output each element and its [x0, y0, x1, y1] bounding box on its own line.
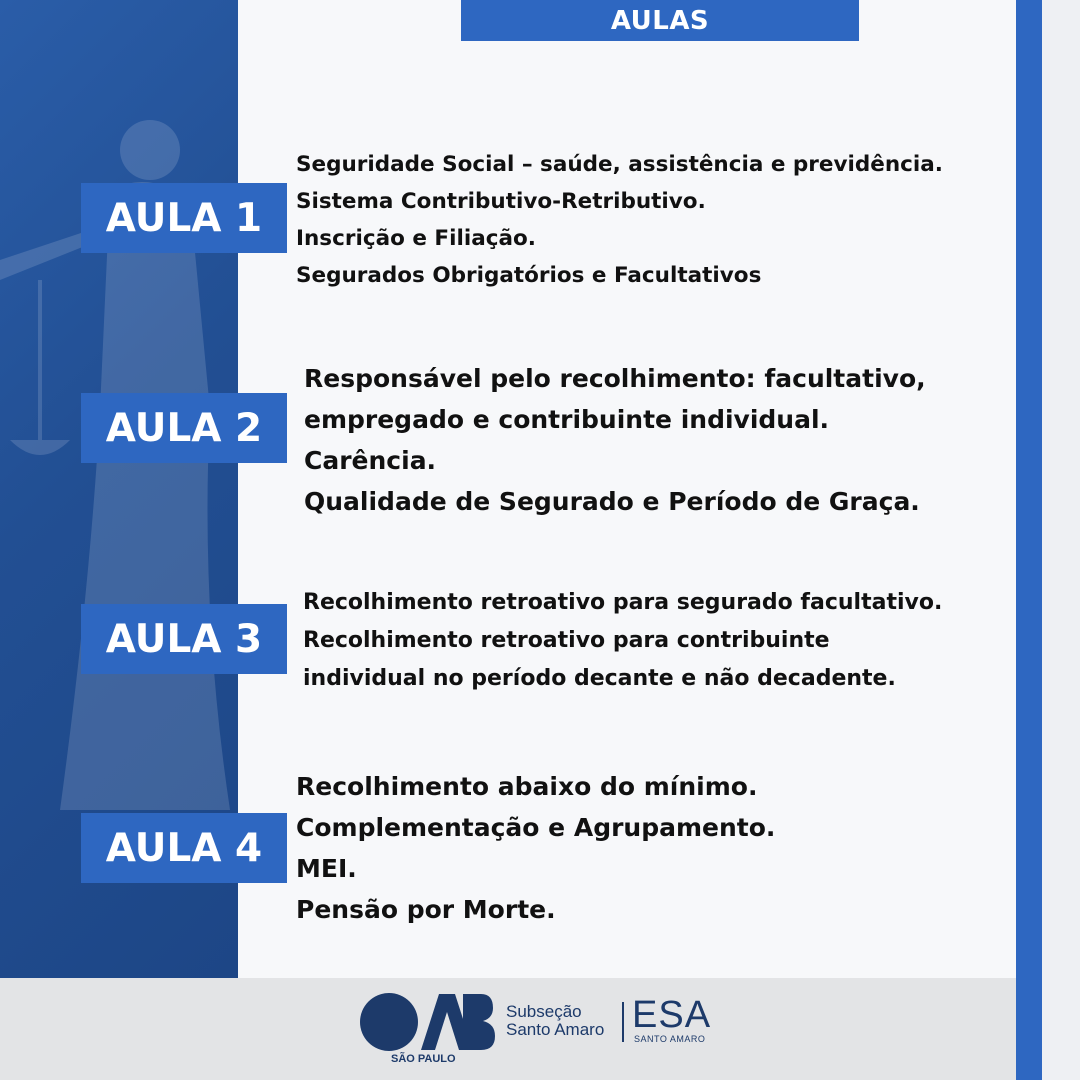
lesson-3-topics [303, 584, 942, 698]
oab-state-label: SÃO PAULO [391, 1053, 456, 1065]
esa-sublabel: SANTO AMARO [634, 1034, 706, 1044]
lesson-2-topic: Qualidade de Segurado e Período de Graça. [304, 487, 920, 516]
lesson-1-badge: AULA 1 [81, 183, 287, 253]
lesson-2-badge: AULA 2 [81, 393, 287, 463]
lesson-4-topic: Recolhimento abaixo do mínimo. [296, 772, 758, 801]
lesson-4-topics [296, 766, 775, 930]
right-accent-bar [1016, 0, 1042, 1080]
lesson-3-topic: individual no período decante e não decadente. [303, 666, 896, 691]
lesson-1-topic: Inscrição e Filiação. [296, 226, 536, 251]
lesson-4-badge: AULA 4 [81, 813, 287, 883]
lesson-3-badge: AULA 3 [81, 604, 287, 674]
lesson-4-topic: Complementação e Agrupamento. [296, 813, 776, 842]
lesson-2-topic: Carência. [304, 446, 437, 475]
oab-logo [359, 992, 495, 1052]
lesson-3-topic: Recolhimento retroativo para contribuinte [303, 628, 830, 653]
lesson-1-topic: Sistema Contributivo-Retributivo. [296, 189, 706, 214]
esa-logo: ESA [632, 994, 712, 1036]
lesson-1-topics [296, 146, 943, 294]
lesson-2-topic: Responsável pelo recolhimento: facultativo, [304, 364, 926, 393]
footer-divider [622, 1002, 624, 1042]
subsecao-line1: Subseção [506, 1002, 582, 1021]
lesson-4-topic: MEI. [296, 854, 357, 883]
lesson-1-topic: Segurados Obrigatórios e Facultativos [296, 263, 762, 288]
subsecao-line2: Santo Amaro [506, 1020, 605, 1039]
subsecao-label [506, 1003, 604, 1039]
lesson-2-topic: empregado e contribuinte individual. [304, 405, 830, 434]
lesson-4-topic: Pensão por Morte. [296, 895, 556, 924]
page-title: AULAS [461, 0, 859, 41]
right-edge [1042, 0, 1080, 1080]
lesson-2-topics [304, 358, 926, 522]
lesson-1-topic: Seguridade Social – saúde, assistência e previdência. [296, 152, 943, 177]
lesson-3-topic: Recolhimento retroativo para segurado facultativo. [303, 590, 943, 615]
